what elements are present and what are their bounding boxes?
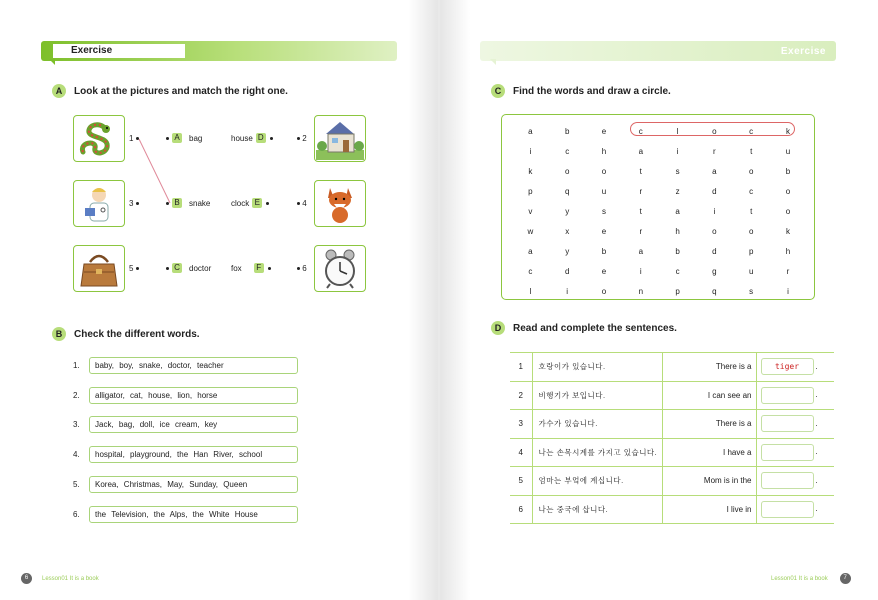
answer-field[interactable]	[761, 415, 814, 432]
sentence-table	[510, 352, 834, 524]
page-number: 7	[840, 573, 851, 584]
sentence-row	[510, 353, 834, 382]
grid-letter[interactable]: i	[529, 146, 532, 156]
grid-letter[interactable]: d	[564, 266, 570, 276]
grid-letter[interactable]: v	[528, 206, 533, 216]
section-d-letter: D	[491, 321, 505, 335]
grid-letter[interactable]: n	[638, 286, 644, 296]
grid-row	[512, 141, 806, 161]
left-footer	[21, 573, 99, 584]
english-prompt: There is a	[662, 410, 756, 439]
grid-letter[interactable]: l	[529, 286, 532, 296]
match-word-e[interactable]: clock E	[231, 198, 269, 208]
b-row-4: 4. hospital, playground, the Han River, school	[73, 446, 298, 463]
korean-sentence: 엄마는 부엌에 계십니다.	[532, 467, 662, 496]
page-number: 6	[21, 573, 32, 584]
exercise-banner	[480, 41, 836, 61]
grid-letter[interactable]: e	[601, 226, 607, 236]
b-row-words[interactable]: Jack, bag, doll, ice cream, key	[89, 416, 298, 433]
english-prompt: I have a	[662, 438, 756, 467]
grid-letter[interactable]: u	[748, 266, 754, 276]
grid-letter[interactable]: d	[712, 186, 717, 196]
grid-letter[interactable]: c	[675, 266, 680, 276]
grid-letter[interactable]: t	[639, 166, 642, 176]
match-word-d[interactable]: house D	[231, 133, 273, 143]
grid-row	[512, 261, 806, 281]
answer-field[interactable]	[761, 472, 814, 489]
section-b-heading	[52, 327, 200, 341]
grid-letter[interactable]: u	[601, 186, 607, 196]
match-left-num-3: 3	[129, 199, 139, 208]
grid-letter[interactable]: i	[713, 206, 716, 216]
grid-letter[interactable]: a	[638, 146, 644, 156]
grid-letter[interactable]: h	[675, 226, 680, 236]
b-row-2: 2. alligator, cat, house, lion, horse	[73, 387, 298, 404]
grid-letter[interactable]: b	[675, 246, 680, 256]
grid-letter[interactable]: c	[528, 266, 533, 276]
grid-row	[512, 201, 806, 221]
lesson-label: Lesson01 It is a book	[42, 575, 99, 582]
grid-letter[interactable]: k	[528, 166, 533, 176]
grid-letter[interactable]: t	[750, 146, 753, 156]
answer-cell: .	[756, 467, 834, 496]
grid-letter[interactable]: k	[785, 126, 790, 136]
grid-letter[interactable]: i	[676, 146, 679, 156]
grid-letter[interactable]: x	[565, 226, 570, 236]
grid-letter[interactable]: s	[749, 286, 754, 296]
grid-letter[interactable]: e	[601, 126, 607, 136]
grid-letter[interactable]: t	[639, 206, 642, 216]
answer-cell: .	[756, 410, 834, 439]
grid-letter[interactable]: t	[750, 206, 753, 216]
answer-cell: tiger .	[756, 353, 834, 382]
grid-letter[interactable]: q	[712, 286, 717, 296]
grid-letter[interactable]: o	[712, 126, 717, 136]
section-d-heading	[491, 321, 677, 335]
sentence-number: 3	[510, 410, 532, 439]
grid-row	[512, 221, 806, 241]
sentence-row	[510, 381, 834, 410]
korean-sentence: 호랑이가 있습니다.	[532, 353, 662, 382]
sentence-row	[510, 410, 834, 439]
grid-letter[interactable]: s	[601, 206, 606, 216]
grid-row	[512, 281, 806, 301]
korean-sentence: 비행기가 보입니다.	[532, 381, 662, 410]
grid-letter[interactable]: h	[785, 246, 791, 256]
grid-letter[interactable]: c	[638, 126, 643, 136]
answer-cell: .	[756, 381, 834, 410]
grid-row	[512, 121, 806, 141]
grid-letter[interactable]: y	[565, 206, 570, 216]
lesson-label: Lesson01 It is a book	[771, 575, 828, 582]
right-footer	[771, 573, 851, 584]
grid-letter[interactable]: l	[676, 126, 679, 136]
grid-letter[interactable]: h	[601, 146, 607, 156]
grid-letter[interactable]: i	[566, 286, 569, 296]
grid-letter[interactable]: b	[564, 126, 570, 136]
grid-letter[interactable]: d	[712, 246, 717, 256]
english-prompt: There is a	[662, 353, 756, 382]
exercise-tag: Exercise	[780, 46, 826, 57]
answer-cell: .	[756, 438, 834, 467]
section-d-title: Read and complete the sentences.	[513, 322, 677, 334]
section-b-title: Check the different words.	[74, 328, 200, 340]
grid-letter[interactable]: o	[601, 286, 607, 296]
word-search-table	[512, 121, 806, 301]
grid-row	[512, 181, 806, 201]
b-row-3: 3. Jack, bag, doll, ice cream, key	[73, 416, 298, 433]
english-prompt: I can see an	[662, 381, 756, 410]
grid-letter[interactable]: c	[749, 126, 754, 136]
sentence-number: 6	[510, 495, 532, 524]
grid-letter[interactable]: q	[564, 186, 570, 196]
sentence-row	[510, 438, 834, 467]
answer-field[interactable]	[761, 501, 814, 518]
grid-row	[512, 241, 806, 261]
section-c-heading	[491, 84, 671, 98]
right-page	[440, 0, 878, 600]
grid-letter[interactable]: r	[786, 266, 790, 276]
answer-field[interactable]: tiger	[761, 358, 814, 375]
b-row-5: 5. Korea, Christmas, May, Sunday, Queen	[73, 476, 298, 493]
grid-letter[interactable]: p	[528, 186, 533, 196]
match-word-c[interactable]: C doctor	[166, 263, 211, 273]
korean-sentence: 나는 손목시계를 가지고 있습니다.	[532, 438, 662, 467]
grid-letter[interactable]: a	[638, 246, 644, 256]
grid-letter[interactable]: c	[565, 146, 570, 156]
grid-letter[interactable]: r	[713, 146, 716, 156]
grid-letter[interactable]: w	[527, 226, 534, 236]
grid-letter[interactable]: b	[601, 246, 607, 256]
grid-letter[interactable]: o	[712, 226, 717, 236]
match-word-b[interactable]: B snake	[166, 198, 210, 208]
section-a-letter: A	[52, 84, 66, 98]
match-left-num-1: 1	[129, 134, 139, 143]
grid-row	[512, 161, 806, 181]
grid-letter[interactable]: o	[785, 206, 791, 216]
b-row-words[interactable]: hospital, playground, the Han River, school	[89, 446, 298, 463]
grid-letter[interactable]: o	[748, 226, 754, 236]
grid-letter[interactable]: s	[675, 166, 680, 176]
grid-letter[interactable]: o	[785, 186, 791, 196]
sentence-row	[510, 467, 834, 496]
english-prompt: Mom is in the	[662, 467, 756, 496]
section-c-letter: C	[491, 84, 505, 98]
grid-letter[interactable]: k	[785, 226, 790, 236]
grid-letter[interactable]: u	[785, 146, 791, 156]
grid-letter[interactable]: z	[675, 186, 680, 196]
page-spine-shadow	[440, 0, 470, 600]
answer-field[interactable]	[761, 387, 814, 404]
b-row-words[interactable]: baby, boy, snake, doctor, teacher	[89, 357, 298, 374]
answer-field[interactable]	[761, 444, 814, 461]
grid-letter[interactable]: a	[675, 206, 680, 216]
sentence-row	[510, 495, 834, 524]
korean-sentence: 나는 중국에 삽니다.	[532, 495, 662, 524]
grid-letter[interactable]: a	[528, 126, 533, 136]
korean-sentence: 가수가 있습니다.	[532, 410, 662, 439]
b-row-words[interactable]: alligator, cat, house, lion, horse	[89, 387, 298, 404]
match-word-a[interactable]: A bag	[166, 133, 202, 143]
b-row-words[interactable]: Korea, Christmas, May, Sunday, Queen	[89, 476, 298, 493]
sentence-number: 1	[510, 353, 532, 382]
match-word-f[interactable]: fox F	[231, 263, 271, 273]
sentence-number: 2	[510, 381, 532, 410]
word-search-grid	[501, 114, 815, 300]
b-row-words[interactable]: the Television, the Alps, the White House	[89, 506, 298, 523]
grid-letter[interactable]: o	[601, 166, 607, 176]
grid-letter[interactable]: r	[639, 226, 643, 236]
grid-letter[interactable]: i	[787, 286, 789, 296]
english-prompt: I live in	[662, 495, 756, 524]
section-a-title: Look at the pictures and match the right one.	[74, 85, 288, 97]
grid-letter[interactable]: g	[712, 266, 717, 276]
section-c-title: Find the words and draw a circle.	[513, 85, 671, 97]
grid-letter[interactable]: o	[748, 166, 754, 176]
exercise-tag: Exercise	[53, 44, 185, 58]
left-page	[0, 0, 438, 600]
match-right-num-4: 4	[297, 199, 307, 208]
grid-letter[interactable]: a	[528, 246, 533, 256]
match-right-num-2: 2	[297, 134, 307, 143]
answer-cell: .	[756, 495, 834, 524]
grid-letter[interactable]: i	[639, 266, 642, 276]
grid-letter[interactable]: r	[639, 186, 643, 196]
match-right-num-6: 6	[297, 264, 307, 273]
sentence-number: 4	[510, 438, 532, 467]
b-row-6: 6. the Television, the Alps, the White House	[73, 506, 298, 523]
match-left-num-5: 5	[129, 264, 139, 273]
sentence-number: 5	[510, 467, 532, 496]
grid-letter[interactable]: p	[748, 246, 754, 256]
grid-letter[interactable]: e	[601, 266, 607, 276]
grid-letter[interactable]: o	[564, 166, 570, 176]
b-row-1: 1. baby, boy, snake, doctor, teacher	[73, 357, 298, 374]
grid-letter[interactable]: c	[749, 186, 754, 196]
grid-letter[interactable]: a	[712, 166, 717, 176]
grid-letter[interactable]: y	[565, 246, 570, 256]
section-b-letter: B	[52, 327, 66, 341]
grid-letter[interactable]: b	[785, 166, 791, 176]
grid-letter[interactable]: p	[675, 286, 680, 296]
